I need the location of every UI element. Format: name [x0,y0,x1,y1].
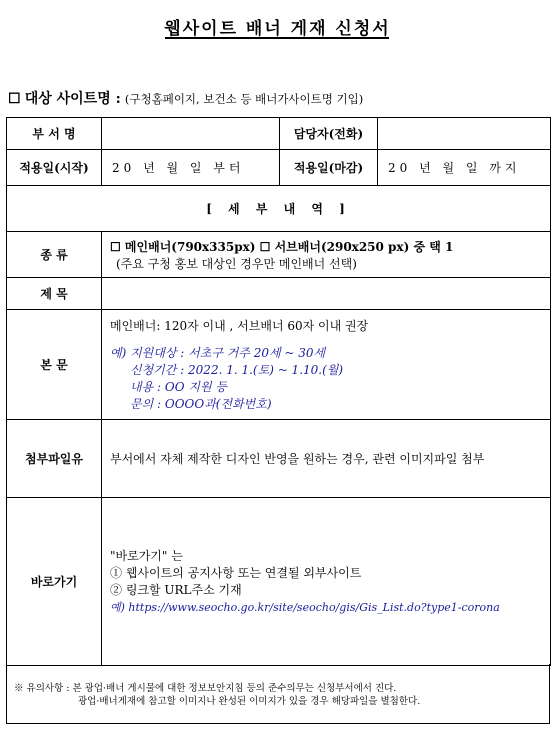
attachment-label: 첨부파일유 [7,420,102,498]
link-example: 예) https://www.seocho.go.kr/site/seocho/gis/Gis_List.do?type1-corona [110,600,500,614]
content-guide: 메인배너: 120자 이내 , 서브배너 60자 이내 권장 [110,319,369,333]
table-row [7,118,551,150]
page-title: 웹사이트 배너 게재 신청서 [164,19,391,39]
content-example-1: 예) 지원대상 : 서초구 거주 20세 ~ 30세 [110,346,326,360]
subject-field[interactable] [102,278,551,310]
site-hint: (구청홈페이지, 보건소 등 배너가사이트명 기입) [124,92,364,106]
detail-header: [ 세 부 내 역 ] [7,186,551,232]
content-example-4: 문의 : OOOO과(전화번호) [130,397,272,411]
link-guide-1: "바로가기" 는 [110,548,183,563]
type-note: (주요 구청 홍보 대상인 경우만 메인배너 선택) [116,256,357,271]
application-form-table [6,117,551,666]
dept-label: 부 서 명 [7,118,102,150]
notice-line-1: ※ 유의사항 : 본 광업·배너 게시물에 대한 정보보안지침 등의 준수의무는 신청부서에서 진다. [14,683,397,694]
link-field[interactable] [102,498,551,666]
title-underline [165,37,389,39]
content-example-3: 내용 : OO 지원 등 [130,380,227,394]
start-date-label: 적용일(시작) [7,150,102,186]
notice [14,682,420,708]
end-date-field[interactable]: 20 년 월 일 까지 [378,150,551,186]
table-row [7,310,551,420]
start-date-field[interactable]: 20 년 월 일 부터 [102,150,280,186]
notice-line-2: 광업·배너게재에 참고할 이미지나 완성된 이미지가 있을 경우 해당파일을 별첨한다. [78,696,421,707]
dept-field[interactable] [102,118,280,150]
subject-label: 제 목 [7,278,102,310]
type-label: 종 류 [7,232,102,278]
table-row [7,420,551,498]
link-label: 바로가기 [7,498,102,666]
table-row [7,278,551,310]
content-label: 본 문 [7,310,102,420]
content-field[interactable] [102,310,551,420]
type-options[interactable]: ☐ 메인배너(790x335px) ☐ 서브배너(290x250 px) 중 택 1 [110,239,454,254]
site-checkbox[interactable]: ☐ [8,91,21,107]
table-row [7,186,551,232]
table-row [7,150,551,186]
link-guide-2: ① 웹사이트의 공지사항 또는 연결될 외부사이트 [110,565,362,580]
contact-label: 담당자(전화) [280,118,378,150]
attachment-field[interactable]: 부서에서 자체 제작한 디자인 반영을 원하는 경우, 관련 이미지파일 첨부 [102,420,551,498]
content-example-2: 신청기간 : 2022. 1. 1.(토) ~ 1.10.(월) [130,363,344,377]
contact-field[interactable] [378,118,551,150]
end-date-label: 적용일(마감) [280,150,378,186]
type-field[interactable] [102,232,551,278]
site-label: 대상 사이트명 : [24,91,121,107]
table-row [7,232,551,278]
link-guide-3: ② 링크할 URL주소 기재 [110,582,242,597]
target-site-row [8,88,363,108]
table-row [7,498,551,666]
